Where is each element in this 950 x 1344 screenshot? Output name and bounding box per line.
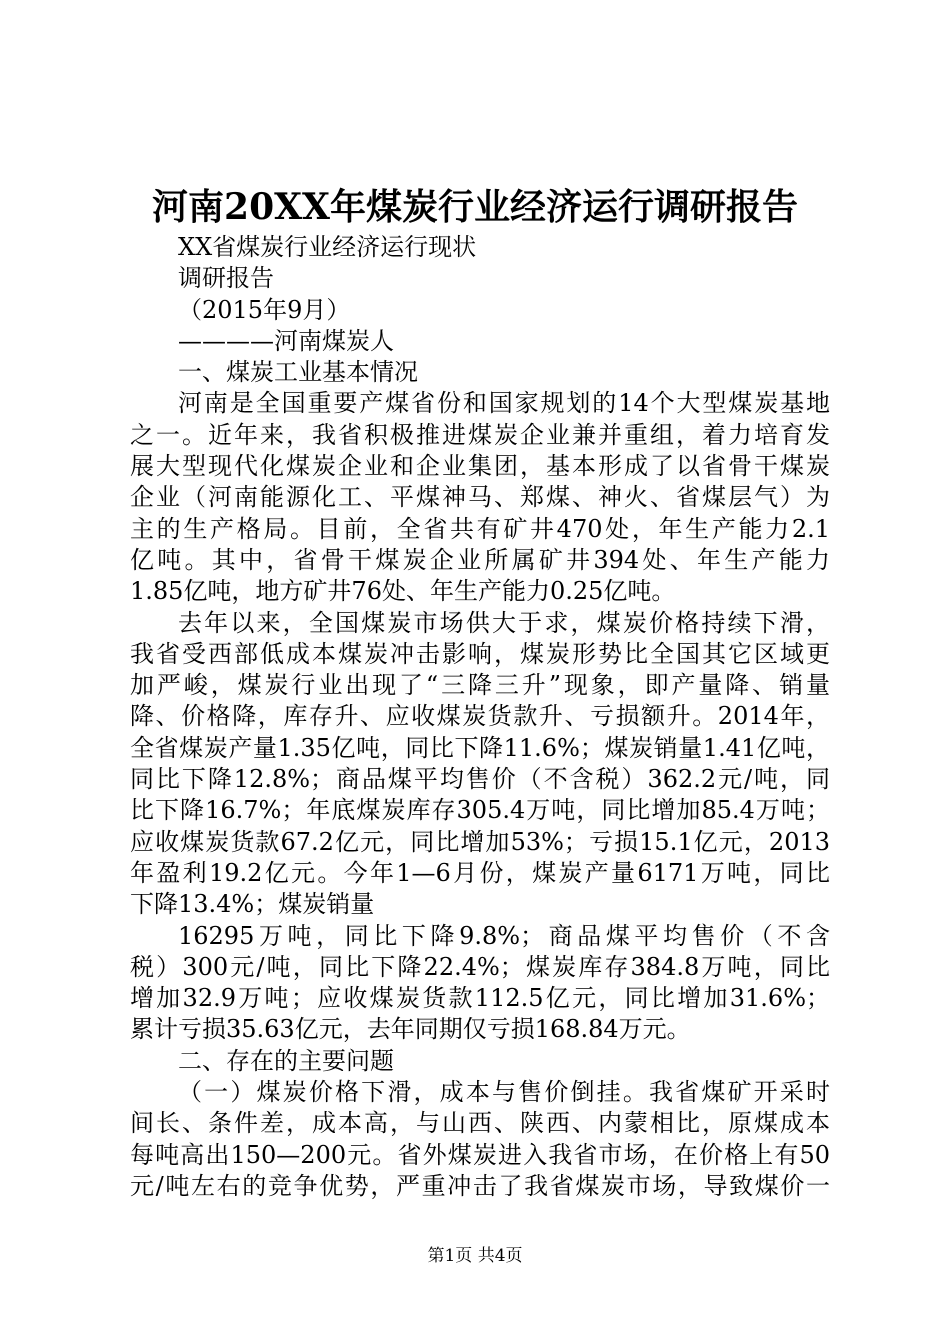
paragraph-line: 加严峻，煤炭行业出现了“三降三升”现象，即产量降、销量 bbox=[130, 671, 830, 700]
paragraph-coal-overview bbox=[130, 388, 830, 607]
paragraph-line: 元/吨左右的竞争优势，严重冲击了我省煤炭市场，导致煤价一 bbox=[130, 1171, 830, 1200]
subtitle-line: ————河南煤炭人 bbox=[178, 326, 394, 355]
section-heading: 二、存在的主要问题 bbox=[178, 1046, 394, 1075]
paragraph-line: 16295万吨，同比下降9.8%；商品煤平均售价（不含 bbox=[178, 921, 830, 950]
paragraph-line: 税）300元/吨，同比下降22.4%；煤炭库存384.8万吨，同比 bbox=[130, 952, 830, 981]
paragraph-line: 下降13.4%；煤炭销量 bbox=[130, 890, 375, 919]
subtitle-line: 调研报告 bbox=[178, 264, 274, 293]
document-body bbox=[130, 232, 830, 1202]
section-heading: 一、煤炭工业基本情况 bbox=[178, 358, 418, 387]
paragraph-line: 企业（河南能源化工、平煤神马、郑煤、神火、省煤层气）为 bbox=[130, 483, 830, 512]
paragraph-line: 亿吨。其中，省骨干煤炭企业所属矿井394处、年生产能力 bbox=[130, 545, 830, 574]
paragraph-market-situation bbox=[130, 608, 830, 921]
page-footer: 第1页 共4页 bbox=[427, 1246, 523, 1266]
paragraph-line: （一）煤炭价格下滑，成本与售价倒挂。我省煤矿开采时 bbox=[178, 1078, 830, 1107]
subtitle-line: （2015年9月） bbox=[178, 295, 351, 324]
paragraph-line: 全省煤炭产量1.35亿吨，同比下降11.6%；煤炭销量1.41亿吨， bbox=[130, 733, 830, 762]
document-title: 河南20XX年煤炭行业经济运行调研报告 bbox=[152, 186, 798, 228]
paragraph-line: 1.85亿吨，地方矿井76处、年生产能力0.25亿吨。 bbox=[130, 577, 676, 606]
paragraph-line: 累计亏损35.63亿元，去年同期仅亏损168.84万元。 bbox=[130, 1015, 691, 1044]
paragraph-line: 主的生产格局。目前，全省共有矿井470处，年生产能力2.1 bbox=[130, 514, 830, 543]
paragraph-price-decline bbox=[130, 1077, 830, 1202]
paragraph-line: 增加32.9万吨；应收煤炭货款112.5亿元，同比增加31.6%； bbox=[130, 984, 830, 1013]
paragraph-line: 去年以来，全国煤炭市场供大于求，煤炭价格持续下滑， bbox=[178, 608, 830, 637]
paragraph-line: 间长、条件差，成本高，与山西、陕西、内蒙相比，原煤成本 bbox=[130, 1109, 830, 1138]
paragraph-line: 展大型现代化煤炭企业和企业集团，基本形成了以省骨干煤炭 bbox=[130, 452, 830, 481]
paragraph-line: 比下降16.7%；年底煤炭库存305.4万吨，同比增加85.4万吨； bbox=[130, 796, 830, 825]
paragraph-line: 应收煤炭货款67.2亿元，同比增加53%；亏损15.1亿元，2013 bbox=[130, 827, 830, 856]
paragraph-line: 之一。近年来，我省积极推进煤炭企业兼并重组，着力培育发 bbox=[130, 420, 830, 449]
subtitle-line: XX省煤炭行业经济运行现状 bbox=[178, 233, 477, 261]
paragraph-line: 我省受西部低成本煤炭冲击影响，煤炭形势比全国其它区域更 bbox=[130, 639, 830, 668]
paragraph-line: 降、价格降，库存升、应收煤炭货款升、亏损额升。2014年， bbox=[130, 702, 830, 731]
paragraph-line: 每吨高出150—200元。省外煤炭进入我省市场，在价格上有50 bbox=[130, 1140, 830, 1169]
paragraph-line: 河南是全国重要产煤省份和国家规划的14个大型煤炭基地 bbox=[178, 389, 830, 418]
paragraph-line: 年盈利19.2亿元。今年1—6月份，煤炭产量6171万吨，同比 bbox=[130, 858, 830, 887]
paragraph-line: 同比下降12.8%；商品煤平均售价（不含税）362.2元/吨，同 bbox=[130, 765, 830, 794]
paragraph-sales-data bbox=[130, 921, 830, 1046]
